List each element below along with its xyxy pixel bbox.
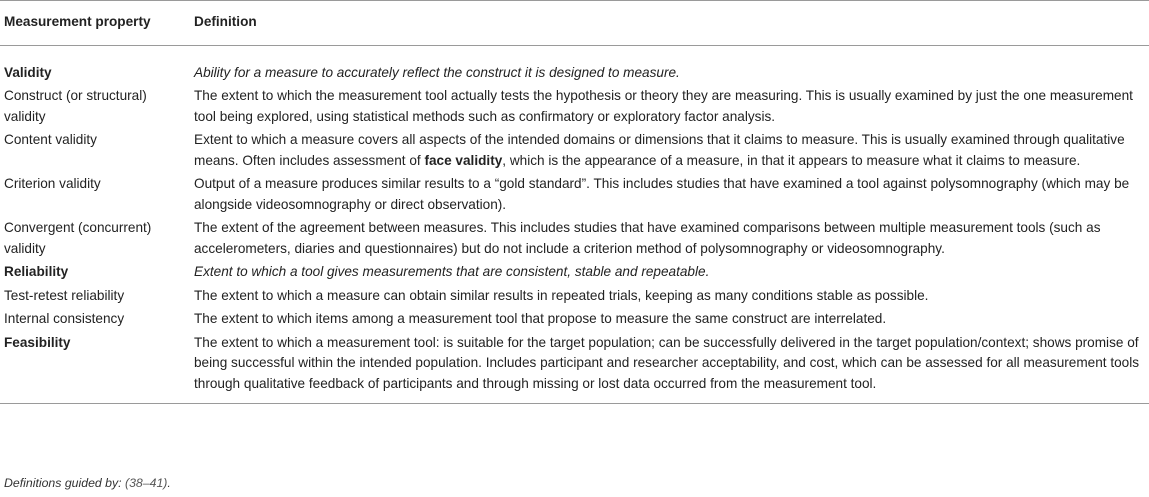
- property-cell: Construct (or structural) validity: [4, 88, 147, 124]
- definition-text: Extent to which a measure covers all aspects of the intended domains or dimensions that it claims to measure. This is usually examined through qualitative means. Often includes assessment of: [194, 132, 1125, 168]
- footnote-suffix: .: [167, 476, 171, 490]
- property-cell: Convergent (concurrent) validity: [4, 220, 152, 256]
- property-cell: Content validity: [4, 132, 97, 147]
- footnote-reference-link[interactable]: (38–41): [125, 476, 168, 490]
- property-cell: Internal consistency: [4, 311, 125, 326]
- table-row-test-retest-reliability: [0, 284, 1149, 308]
- definition-cell: The extent to which the measurement tool actually tests the hypothesis or theory they are measuring. This is usually examined by just the one measurement tool being explored, using statistical methods such as confirmatory or exploratory factor analysis.: [194, 88, 1133, 124]
- table-row-reliability: [0, 261, 1149, 285]
- table-body: [0, 45, 1149, 404]
- property-cell: Feasibility: [4, 334, 71, 350]
- table-row-criterion-validity: [0, 173, 1149, 217]
- table-row-content-validity: [0, 129, 1149, 173]
- property-cell: Criterion validity: [4, 176, 101, 191]
- table-row-internal-consistency: [0, 308, 1149, 332]
- definition-cell: Extent to which a tool gives measurements that are consistent, stable and repeatable.: [194, 264, 710, 279]
- definition-cell: The extent to which a measurement tool: is suitable for the target population; can be successfully delivered in the target population/context; shows promise of being successful within the intended population. Includes participant and researcher acceptability, and cost, which can be assessed for all measurement tools through qualitative feedback of participants and through missing or lost data occurred from the measurement tool.: [194, 334, 1140, 391]
- table-header-row: [0, 1, 1149, 46]
- definition-cell: The extent of the agreement between measures. This includes studies that have examined comparisons between multiple measurement tools (such as accelerometers, diaries and questionnaires) but do not include a criterion method of polysomnography or videosomnography.: [194, 220, 1101, 256]
- table-footnote: [4, 475, 171, 491]
- definition-text: , which is the appearance of a measure, in that it appears to measure what it claims to measure.: [502, 152, 1081, 168]
- table-row-construct-validity: [0, 85, 1149, 129]
- definition-cell: Ability for a measure to accurately reflect the construct it is designed to measure.: [194, 64, 680, 80]
- table-row-convergent-validity: [0, 217, 1149, 261]
- table-row-validity: [0, 45, 1149, 85]
- header-definition: Definition: [188, 1, 1149, 46]
- table-row-feasibility: [0, 331, 1149, 404]
- property-cell: Test-retest reliability: [4, 287, 125, 303]
- definition-cell: The extent to which items among a measurement tool that propose to measure the same construct are interrelated.: [194, 311, 887, 326]
- property-cell: Validity: [4, 64, 52, 80]
- definition-cell: [188, 129, 1149, 173]
- property-cell: Reliability: [4, 264, 69, 279]
- footnote-prefix: Definitions guided by:: [4, 476, 125, 490]
- definition-cell: Output of a measure produces similar results to a “gold standard”. This includes studies that have examined a tool against polysomnography (which may be alongside videosomnography or direct observation).: [194, 176, 1130, 212]
- definition-cell: The extent to which a measure can obtain similar results in repeated trials, keeping as many conditions stable as possible.: [194, 287, 929, 303]
- definition-emphasis: face validity: [424, 152, 503, 168]
- header-measurement-property: Measurement property: [0, 1, 188, 46]
- table-header: [0, 1, 1149, 46]
